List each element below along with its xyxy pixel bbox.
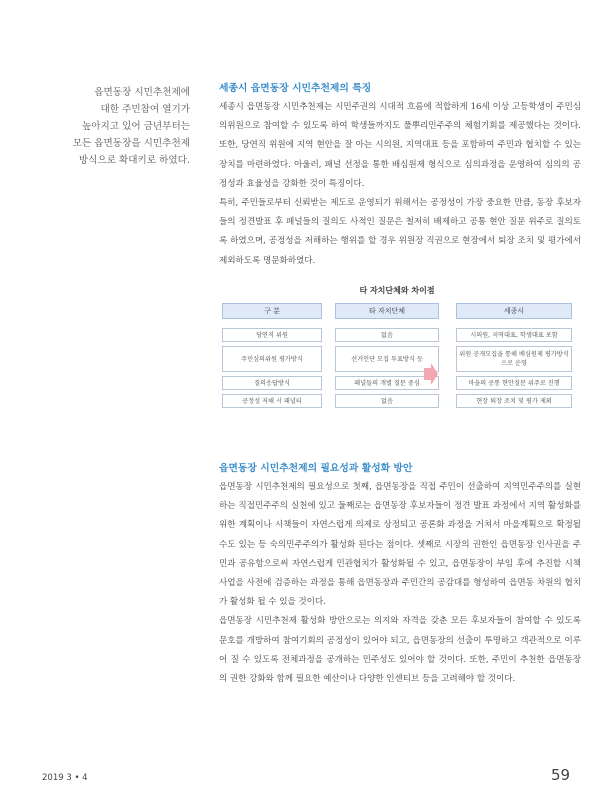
diagram-cell: 마을의 공통 현안질문 위주로 진행 [456,376,572,390]
diagram-cell: 패널들의 개별 질문 중심 [335,376,439,390]
side-note-line: 대한 주민참여 열기가 [100,104,190,115]
paragraph: 세종시 읍면동장 시민추천제는 시민주권의 시대적 흐름에 적합하게 16세 이상 고등학생이 주민심의위원으로 참여할 수 있도록 하여 학생들까지도 풀뿌리민주주의 체험기회를 제공했다는 것이다. 또한, 당연직 위원에 지역 현안을 잘 아는 시의원, 지역대표 등을 포함하여 주민과 협치할 수 있는 장치를 마련하였다. 아울러, 패널 선정을 통한 배심원제 형식으로 심의과정을 운영하여 심의의 공정성과 효율성을 강화한 것이 특징이다. [219,102,581,189]
diagram-cell: 선거인단 모집 투표방식 등 [335,346,439,372]
section-title-necessity: 읍면동장 시민추천제의 필요성과 활성화 방안 [219,463,413,474]
diagram-cell: 시의원, 지역대표, 학생대표 포함 [456,328,572,342]
diagram-cell: 당연직 위원 [222,328,322,342]
section-title-features: 세종시 읍면동장 시민추천제의 특징 [219,83,372,94]
diagram-cell: 주민심의위원 평가방식 [222,346,322,372]
diagram-header: 구 분 [222,303,322,319]
diagram-column-sejong [456,303,572,412]
issue-label: 2019 3 • 4 [42,773,88,783]
diagram-column-category [222,303,322,412]
paragraph: 특히, 주민들로부터 신뢰받는 제도로 운영되기 위해서는 공정성이 가장 중요한 만큼, 동장 후보자들의 정견발표 후 패널들의 질의도 사적인 질문은 철저히 배제하고 공통 현안 질문 위주로 질의토록 하였으며, 공정성을 저해하는 행위를 할 경우 위원장 직권으로 현장에서 퇴장 조치 및 평가에서 제외하도록 명문화하였다. [219,198,581,266]
diagram-cell: 없음 [335,394,439,408]
page-number: 59 [551,766,571,784]
diagram-cell: 위원 공개모집을 통해 배심원제 평가방식으로 운영 [456,346,572,372]
arrow-right-icon [424,363,438,385]
side-note [30,84,190,169]
diagram-header: 세종시 [456,303,572,319]
diagram-header: 타 자치단체 [335,303,439,319]
side-note-line: 읍면동장 시민추천제에 [94,87,190,98]
section-necessity [219,460,581,689]
diagram-cell: 공정성 저해 시 패널티 [222,394,322,408]
diagram-cell: 현장 퇴장 조치 및 평가 제외 [456,394,572,408]
comparison-diagram [222,285,572,412]
diagram-column-other [335,303,439,412]
side-note-line: 모든 읍면동장을 시민추천제 [72,138,190,149]
diagram-cell: 없음 [335,328,439,342]
paragraph: 읍면동장 시민추천제의 필요성으로 첫째, 읍면동장을 직접 주민이 선출하여 지역민주주의를 실현하는 직접민주주의 실천에 있고 둘째로는 읍면동장 후보자들이 정견 발표 과정에서 지역 활성화를 위한 계획이나 시책들이 자연스럽게 의제로 상정되고 공론화 과정을 거쳐서 마을계획으로 확정될 수도 있는 등 숙의민주주의가 활성화 된다는 점이다. 셋째로 시장의 권한인 읍면동장 인사권을 주민과 공유함으로써 자연스럽게 민관협치가 활성화될 수 있고, 읍면동장이 부임 후에 추진할 시책사업을 사전에 검증하는 과정을 통해 읍면동장과 주민간의 공감대를 형성하여 읍면동 차원의 협치가 활성화 될 수 있을 것이다. [219,482,581,608]
diagram-cell: 질의응답방식 [222,376,322,390]
paragraph: 읍면동장 시민추천제 활성화 방안으로는 의지와 자격을 갖춘 모든 후보자들이 참여할 수 있도록 문호를 개방하여 참여기회의 공정성이 있어야 되고, 읍면동장의 선출이 투명하고 객관적으로 이루어 질 수 있도록 전체과정을 공개하는 민주성도 있어야 할 것이다. 또한, 주민이 추천한 읍면동장의 권한 강화와 함께 필요한 예산이나 다양한 인센티브 등을 고려해야 할 것이다. [219,616,581,685]
side-note-line: 높아지고 있어 금년부터는 [81,121,190,132]
section-features [219,80,581,271]
diagram-title: 타 자치단체와 차이점 [359,286,435,295]
side-note-line: 방식으로 확대키로 하였다. [78,155,190,166]
